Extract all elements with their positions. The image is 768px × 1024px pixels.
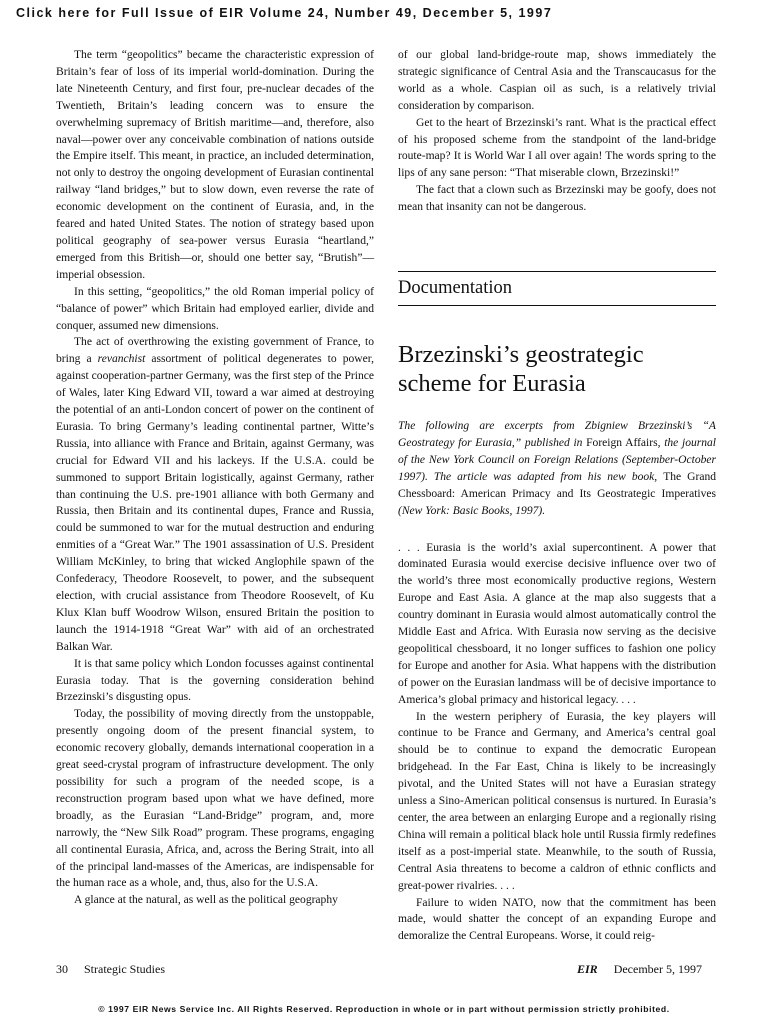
intro-book: The Grand Chessboard: American Primacy and Its Geostrategic Imperatives [398,470,716,500]
documentation-section [398,271,716,306]
paragraph-clown: The fact that a clown such as Brzezinski may be goofy, does not mean that insanity can not be dangerous. [398,184,716,214]
section-label: Documentation [398,278,513,299]
paragraph-continuation: of our global land-bridge-route map, shows immediately the strategic significance of Central Asia and the Transcaucasus for the world as a whole. Caspian oil as such, is a relatively trivial consideration by comparison. [398,49,716,112]
footer-right [577,962,702,977]
right-column [398,47,716,945]
intro-text: The following are excerpts from Zbigniew Brzezinski’s “A Geostrategy for Eurasia,” published in [398,420,716,449]
paragraph-geopolitics: The term “geopolitics” became the characteristic expression of Britain’s fear of loss of its imperial world-domination. During the late Nineteenth Century, and first four, pre-nuclear decades of the Twentieth, Britain’s leading concern was to ensure the overwhelming supremacy of British maritime—and, therefore, also naval—power over any conceivable combination of nations outside the Empire itself. This meant, in practice, an included determination, not only to destroy the ongoing development of Eurasian continental railway “land bridges,” but to slow down, even reverse the rate of economic development on the continent of Eurasia, and, in the feared and hated United States. The notion of strategy based upon political geography of sea-power versus Eurasia “heartland,” emerged from this British—or, should one better say, “Brutish”—imperial obsession. [56,49,374,281]
article-title: Brzezinski’s geostrategic scheme for Eurasia [398,341,644,398]
intro-text: , the journal of the New York Council on Foreign Relations (September-October 1997). The article was adapted from his new book, [398,436,716,483]
text-segment: The act of overthrowing the existing government of France, to bring a [56,336,374,366]
text-segment: assortment of political degenerates to power, against cooperation-partner Germany, was the first step of the Prince of Wales, later King Edward VII, toward a war aimed at destroying the potential of an anti-London concert of power on the continent of Eurasia. To bring Germany’s leading continental partner, Witte’s Russia, into alliance with France and Britain, against Germany, was crucial for Edward VII and his lackeys. If the U.S.A. could be summoned to support Britain logistically, against Germany, rather than continuing the U.S. pre-1901 alliance with both Germany and Russia, then Britain and its continental dupes, France and Russia, could be summoned to war for the mutual destruction and enduring enmities of a “Great War.” The 1901 assassination of U.S. President William McKinley, to bring that wicked Anglophile spawn of the Confederacy, Theodore Roosevelt, to power, and the subsequent election, with crucial assistance from Theodore Roosevelt, of Ku Klux Klan buff Woodrow Wilson, ensured Britain the position to launch the 1914-1918 “Great War” with aid of an orchestrated Balkan War. [56,353,374,653]
intro-text: (New York: Basic Books, 1997). [398,504,546,517]
paragraph-overthrow-france [56,334,374,655]
full-issue-link[interactable]: Click here for Full Issue of EIR Volume 24, Number 49, December 5, 1997 [16,6,553,20]
section-rule-bottom [398,305,716,306]
paragraph-geography: A glance at the natural, as well as the political geography [74,894,338,907]
issue-date: December 5, 1997 [613,962,702,976]
paragraph-heart-of-rant: Get to the heart of Brzezinski’s rant. What is the practical effect of his proposed scheme from the standpoint of the land-bridge route-map? It is World War I all over again! The words spring to the lips of any sane person: “That miserable clown, Brzezinski!” [398,116,716,180]
left-column [56,47,374,909]
section-name: Strategic Studies [84,962,165,976]
paragraph-balance-of-power: In this setting, “geopolitics,” the old Roman imperial policy of “balance of power” which Britain had employed earlier, divide and conquer, assumed new dimensions. [56,285,374,332]
footer-left [56,962,165,977]
article-intro [398,418,716,519]
copyright-notice: © 1997 EIR News Service Inc. All Rights Reserved. Reproduction in whole or in part without permission strictly prohibited. [98,1004,670,1014]
paragraph-axial-supercontinent: . . . Eurasia is the world’s axial supercontinent. A power that dominated Eurasia would exercise decisive influence over two of the world’s three most economically productive regions, Western Europe and East Asia. A glance at the map also suggests that a country dominant in Eurasia would almost automatically control the Middle East and Africa. With Eurasia now serving as the decisive geopolitical chessboard, it no longer suffices to fashion one policy for Europe and another for Asia. What happens with the distribution of power on the Eurasian landmass will be of decisive importance to America’s global primacy and historical legacy. . . . [398,541,716,706]
excerpt-body [398,540,716,946]
paragraph-western-periphery: In the western periphery of Eurasia, the key players will continue to be France and Germany, and America’s central goal should be to continue to expand the democratic European bridgehead. In the Far East, China is likely to be increasingly pivotal, and the United States will not have a Eurasian strategy unless a Sino-American political consensus is nurtured. In Eurasia’s center, the area between an enlarging Europe and a regionally rising China will remain a political black hole until Russia firmly redefines itself as a post-imperial state. Meanwhile, to the south of Russia, Central Asia threatens to become a caldron of ethnic conflicts and great-power rivalries. . . . [398,710,716,892]
paragraph-nato: Failure to widen NATO, now that the commitment has been made, would shatter the concept of an expanding Europe and demoralize the Central Europeans. Worse, it could reig- [398,896,716,943]
page-number: 30 [56,962,68,976]
publication-name: EIR [577,962,598,976]
paragraph-land-bridge: Today, the possibility of moving directly from the unstoppable, presently ongoing doom of the present financial system, to economic recovery globally, demands international cooperation in a great seed-crystal program of infrastructure development. The only possibility for such a program of the needed scope, is a reconstruction program based upon what we have defined, more broadly, as the Eurasian “Land-Bridge” program, and, more narrowly, the “New Silk Road” program. These programs, engaging all continental Eurasia, Africa, and, across the Bering Strait, into all of the principal land-masses of the Americas, are indispensable for the human race as a whole, and, thus, also for the U.S.A. [56,708,374,890]
intro-journal: Foreign Affairs [586,436,658,449]
italic-term: revanchist [97,353,146,366]
paragraph-same-policy: It is that same policy which London focusses against continental Eurasia today. That is the governing consideration behind Brzezinski’s disgusting opus. [56,657,374,704]
